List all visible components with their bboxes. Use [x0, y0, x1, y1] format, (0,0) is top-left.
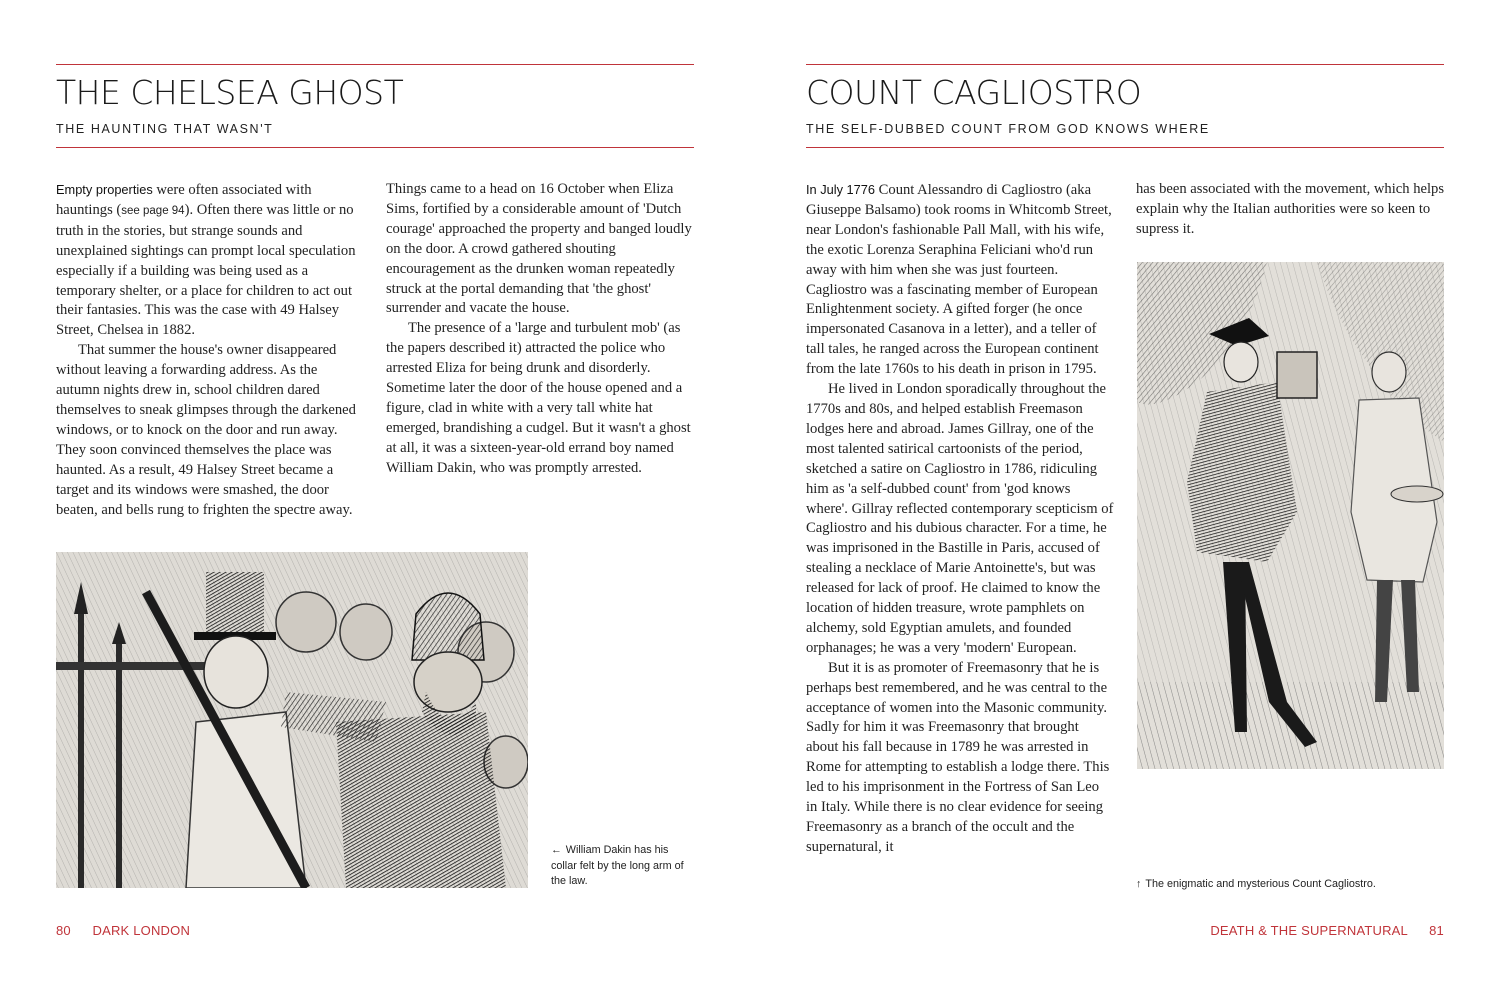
header-rule-top — [806, 64, 1444, 65]
right-page — [750, 0, 1500, 984]
engraving-illustration-cagliostro — [1137, 262, 1444, 769]
paragraph — [806, 180, 1114, 380]
caption-text: William Dakin has his collar felt by the long arm of the law. — [551, 844, 684, 888]
paragraph: But it is as promoter of Freemasonry that he is perhaps best remembered, and he was central to the acceptance of women into the Masonic community. Sadly for him it was Freemasonry that brought about his fall because in 1789 he was arrested in Rome for attempting to establish a lodge there. This led to his imprisonment in the Fortress of San Leo in Italy. While there is no clear evidence for seeing Freemasonry as a branch of the occult and the supernatural, it — [806, 659, 1110, 855]
text-column-2 — [386, 180, 692, 479]
lead-in: In July 1776 — [806, 182, 876, 197]
header-rule-bottom — [806, 147, 1444, 148]
folio-left — [56, 923, 190, 938]
paragraph — [56, 180, 364, 341]
header-rule-top — [56, 64, 694, 65]
caption-text: The enigmatic and mysterious Count Cagliostro. — [1145, 878, 1376, 890]
paragraph: Things came to a head on 16 October when Eliza Sims, fortified by a considerable amount of 'Dutch courage' approached the property and banged loudly on the door. A crowd gathered shouting encouragement as the drunken woman repeatedly struck at the portal demanding that 'the ghost' surrender and vacate the house. — [386, 181, 692, 317]
engraving-art — [56, 552, 528, 888]
engraving-illustration-dakin — [56, 552, 528, 888]
paragraph-text: were often associated with hauntings ( — [56, 182, 312, 218]
paragraph: The presence of a 'large and turbulent mob' (as the papers described it) attracted the police who arrested Eliza for being drunk and disorderly. Sometime later the door of the house opened and a figure, clad in white with a very tall white hat emerged, brandishing a cudgel. But it wasn't a ghost at all, it was a sixteen-year-old errand boy named William Dakin, who was promptly arrested. — [386, 320, 691, 476]
paragraph: That summer the house's owner disappeared without leaving a forwarding address. As the autumn nights drew in, school children dared themselves to sneak glimpses through the darkened windows, or to knock on the door and run away. They soon convinced themselves the place was haunted. As a result, 49 Halsey Street became a target and its windows were smashed, the door beaten, and bells rung to frighten the spectre away. — [56, 342, 356, 518]
page-reference: see page 94 — [121, 204, 185, 217]
arrow-up-icon: ↑ — [1136, 878, 1142, 890]
header-rule-bottom — [56, 147, 694, 148]
page-subtitle: THE SELF-DUBBED COUNT FROM GOD KNOWS WHERE — [806, 122, 1210, 136]
lead-in: Empty properties — [56, 182, 153, 197]
paragraph: has been associated with the movement, which helps explain why the Italian authorities were so keen to supress it. — [1136, 181, 1445, 237]
text-column-1 — [56, 180, 364, 520]
page-title: COUNT CAGLIOSTRO — [806, 73, 1142, 112]
figure-caption — [551, 843, 697, 890]
section-name: DEATH & THE SUPERNATURAL — [1210, 923, 1408, 938]
section-name: DARK LONDON — [92, 923, 191, 938]
figure-caption — [1136, 877, 1444, 893]
arrow-left-icon: ← — [551, 844, 562, 856]
folio-right — [1210, 923, 1444, 938]
text-column-2 — [1136, 180, 1444, 240]
engraving-art — [1137, 262, 1444, 769]
text-column-1 — [806, 180, 1114, 896]
paragraph-text: ). Often there was little or no truth in the stories, but strange sounds and unexplained sightings can prompt local speculation especially if a building was being used as a temporary shelter, or a place for children to act out their fantasies. This was the case with 49 Halsey Street, Chelsea in 1882. — [56, 201, 356, 339]
page-number: 80 — [56, 923, 71, 938]
page-subtitle: THE HAUNTING THAT WASN'T — [56, 122, 274, 136]
paragraph: He lived in London sporadically throughout the 1770s and 80s, and helped establish Freemason lodges here and abroad. James Gillray, one of the most talented satirical cartoonists of the period, sketched a satire on Cagliostro in 1786, ridiculing him as 'a self-dubbed count' from 'god knows where'. Gillray reflected contemporary scepticism of Cagliostro and his dubious character. For a time, he was imprisoned in the Bastille in Paris, accused of stealing a necklace of Marie Antoinette's, but was released for lack of proof. He claimed to know the location of hidden treasure, wrote pamphlets on alchemy, sold Egyptian amulets, and founded orphanages; he was a very 'modern' European. — [806, 381, 1114, 656]
page-number: 81 — [1429, 923, 1444, 938]
paragraph-text: Count Alessandro di Cagliostro (aka Giuseppe Balsamo) took rooms in Whitcomb Street, near London's fashionable Pall Mall, with his wife, the exotic Lorenza Seraphina Feliciani who'd run away with him when she was just fourteen. Cagliostro was a fascinating member of European Enlightenment society. A gifted forger (he once impersonated Casanova in a letter), and a teller of tall tales, he ranged across the European continent from the late 1760s to his death in prison in 1795. — [806, 182, 1112, 378]
page-title: THE CHELSEA GHOST — [56, 73, 404, 112]
